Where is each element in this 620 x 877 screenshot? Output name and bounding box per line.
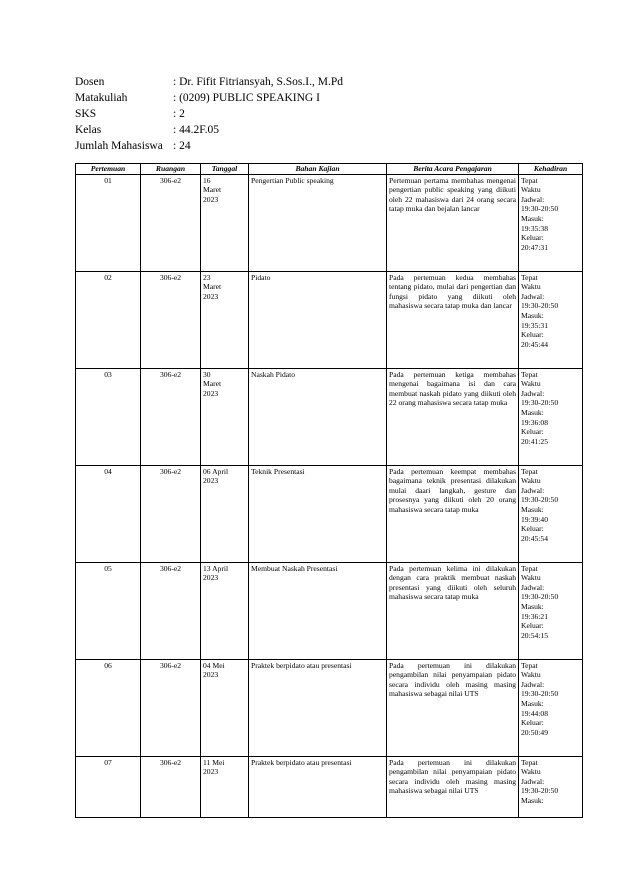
cell-pertemuan: 05 (76, 562, 141, 659)
tanggal-line: 2023 (203, 573, 219, 583)
kehadiran-line: 19:30-20:50 (521, 204, 559, 214)
cell-ruangan: 306-e2 (141, 271, 201, 368)
kehadiran-line: 19:30-20:50 (521, 786, 559, 796)
table-row (76, 756, 583, 817)
cell-berita-acara: Pada pertemuan ini dilakukan pengambilan nilai penyampaian pidato secara individu oleh masing masing mahasiswa sebagai nilai UTS (387, 756, 519, 817)
kehadiran-line: 19:30-20:50 (521, 689, 559, 699)
cell-tanggal (201, 465, 249, 562)
kehadiran-line: Keluar: (521, 330, 544, 340)
cell-ruangan: 306-e2 (141, 368, 201, 465)
kehadiran-line: 19:35:38 (521, 223, 549, 233)
cell-bahan-kajian: Membuat Naskah Presentasi (249, 562, 387, 659)
kehadiran-line: Waktu (521, 476, 541, 486)
kehadiran-line: Tepat (521, 369, 538, 379)
cell-pertemuan: 07 (76, 756, 141, 817)
tanggal-line: 16 (203, 175, 211, 185)
cell-pertemuan: 03 (76, 368, 141, 465)
kehadiran-line: Keluar: (521, 233, 544, 243)
cell-kehadiran (519, 174, 583, 271)
cell-berita-acara: Pertemuan pertama membahas mengenai pengertian public speaking yang diikuti oleh 22 mahasiswa dari 24 orang secara tatap muka dan bejalan lancar (387, 174, 519, 271)
info-row-sks (75, 106, 475, 122)
sks-label: SKS (75, 108, 97, 120)
kelas-label: Kelas (75, 124, 102, 136)
kehadiran-line: Jadwal: (521, 776, 545, 786)
kehadiran-line: Waktu (521, 767, 541, 777)
cell-bahan-kajian: Praktek berpidato atau presentasi (249, 756, 387, 817)
info-row-matakuliah (75, 90, 475, 106)
tanggal-line: 04 Mei (203, 660, 225, 670)
cell-berita-acara: Pada pertemuan ini dilakukan pengambilan nilai penyampaian pidato secara individu oleh masing masing mahasiswa sebagai nilai UTS (387, 659, 519, 756)
kehadiran-line: Keluar: (521, 621, 544, 631)
kehadiran-line: 19:30-20:50 (521, 398, 559, 408)
tanggal-line: Maret (203, 185, 222, 195)
tanggal-line: 2023 (203, 388, 219, 398)
tanggal-line: Maret (203, 282, 222, 292)
kehadiran-line: Tepat (521, 272, 538, 282)
col-header-tanggal: Tanggal (201, 164, 249, 175)
tanggal-line: 11 Mei (203, 757, 225, 767)
kehadiran-line: Masuk: (521, 407, 544, 417)
table-row (76, 659, 583, 756)
kehadiran-line: Jadwal: (521, 388, 545, 398)
kehadiran-line: Waktu (521, 185, 541, 195)
cell-bahan-kajian: Pidato (249, 271, 387, 368)
kehadiran-line: Tepat (521, 175, 538, 185)
tanggal-line: 2023 (203, 767, 219, 777)
tanggal-line: 2023 (203, 670, 219, 680)
kehadiran-line: Waktu (521, 282, 541, 292)
kehadiran-line: Masuk: (521, 601, 544, 611)
tanggal-line: 13 April (203, 563, 229, 573)
sks-value: : 2 (173, 108, 185, 120)
jumlah-label: Jumlah Mahasiswa (75, 140, 163, 152)
tanggal-line: 2023 (203, 194, 219, 204)
cell-bahan-kajian: Naskah Pidato (249, 368, 387, 465)
kehadiran-line: 19:30-20:50 (521, 301, 559, 311)
kehadiran-line: Waktu (521, 573, 541, 583)
cell-pertemuan: 06 (76, 659, 141, 756)
cell-ruangan: 306-e2 (141, 174, 201, 271)
cell-tanggal (201, 271, 249, 368)
cell-pertemuan: 02 (76, 271, 141, 368)
info-row-kelas (75, 122, 475, 138)
cell-ruangan: 306-e2 (141, 465, 201, 562)
kehadiran-line: Masuk: (521, 698, 544, 708)
kehadiran-line: 19:39:40 (521, 514, 549, 524)
kehadiran-line: Tepat (521, 563, 538, 573)
kehadiran-line: 20:41:25 (521, 436, 549, 446)
cell-berita-acara: Pada pertemuan keempat membahas bagaimana teknik presentasi dilakukan mulai daari langkah, gesture dan prosesnya yang diikuti oleh 20 orang mahasiswa secara tatap muka (387, 465, 519, 562)
kehadiran-line: Jadwal: (521, 485, 545, 495)
kehadiran-line: Masuk: (521, 310, 544, 320)
cell-kehadiran (519, 756, 583, 817)
kehadiran-line: Waktu (521, 670, 541, 680)
cell-tanggal (201, 562, 249, 659)
table-row (76, 368, 583, 465)
cell-berita-acara: Pada pertemuan ketiga membahas mengenai bagaimana isi dan cara membuat naskah pidato yang diikuti oleh 22 orang mahasiswa secara tatap muka (387, 368, 519, 465)
kehadiran-line: 20:54:15 (521, 630, 549, 640)
kehadiran-line: 20:47:31 (521, 242, 549, 252)
tanggal-line: 23 (203, 272, 211, 282)
tanggal-line: 2023 (203, 476, 219, 486)
info-row-jumlah (75, 138, 475, 154)
kehadiran-line: 20:50:49 (521, 727, 549, 737)
kehadiran-line: Tepat (521, 660, 538, 670)
cell-pertemuan: 04 (76, 465, 141, 562)
kehadiran-line: Keluar: (521, 524, 544, 534)
kehadiran-line: Tepat (521, 466, 538, 476)
kehadiran-line: Waktu (521, 379, 541, 389)
col-header-ruangan: Ruangan (141, 164, 201, 175)
table-row (76, 271, 583, 368)
jumlah-value: : 24 (173, 140, 191, 152)
kehadiran-line: 19:36:21 (521, 611, 549, 621)
kehadiran-line: Jadwal: (521, 582, 545, 592)
kehadiran-line: Keluar: (521, 718, 544, 728)
kehadiran-line: 19:44:08 (521, 708, 549, 718)
cell-ruangan: 306-e2 (141, 756, 201, 817)
col-header-kehadiran: Kehadiran (519, 164, 583, 175)
kehadiran-line: Masuk: (521, 213, 544, 223)
col-header-bahan-kajian: Bahan Kajian (249, 164, 387, 175)
kelas-value: : 44.2F.05 (173, 124, 220, 136)
kehadiran-line: Masuk: (521, 795, 544, 805)
col-header-berita-acara: Berita Acara Pengajaran (387, 164, 519, 175)
dosen-value: : Dr. Fifit Fitriansyah, S.Sos.I., M.Pd (173, 76, 343, 88)
info-row-dosen (75, 74, 475, 90)
kehadiran-line: Jadwal: (521, 679, 545, 689)
cell-bahan-kajian: Pengertian Public speaking (249, 174, 387, 271)
kehadiran-line: 20:45:44 (521, 339, 549, 349)
kehadiran-line: Masuk: (521, 504, 544, 514)
tanggal-line: 2023 (203, 291, 219, 301)
cell-bahan-kajian: Teknik Presentasi (249, 465, 387, 562)
cell-kehadiran (519, 659, 583, 756)
cell-kehadiran (519, 271, 583, 368)
cell-kehadiran (519, 562, 583, 659)
cell-ruangan: 306-e2 (141, 562, 201, 659)
kehadiran-line: Jadwal: (521, 291, 545, 301)
table-row (76, 562, 583, 659)
attendance-table (75, 163, 583, 818)
cell-tanggal (201, 174, 249, 271)
tanggal-line: Maret (203, 379, 222, 389)
cell-tanggal (201, 659, 249, 756)
table-row (76, 174, 583, 271)
cell-ruangan: 306-e2 (141, 659, 201, 756)
kehadiran-line: Tepat (521, 757, 538, 767)
kehadiran-line: Jadwal: (521, 194, 545, 204)
col-header-pertemuan: Pertemuan (76, 164, 141, 175)
tanggal-line: 06 April (203, 466, 229, 476)
cell-berita-acara: Pada pertemuan kedua membahas tentang pidato, mulai dari pengertian dan fungsi pidato yang diikuti oleh mahasiswa secara tatap muka dan lancar (387, 271, 519, 368)
cell-tanggal (201, 368, 249, 465)
kehadiran-line: 19:36:08 (521, 417, 549, 427)
cell-tanggal (201, 756, 249, 817)
cell-kehadiran (519, 465, 583, 562)
kehadiran-line: 19:35:31 (521, 320, 549, 330)
dosen-label: Dosen (75, 76, 105, 88)
table-header-row (76, 164, 583, 175)
kehadiran-line: 19:30-20:50 (521, 592, 559, 602)
course-info (75, 74, 475, 154)
matakuliah-label: Matakuliah (75, 92, 128, 104)
cell-berita-acara: Pada pertemuan kelima ini dilakukan dengan cara praktik membuat naskah presentasi yang diikuti oleh seluruh mahasiswa secara tatap muka (387, 562, 519, 659)
table-row (76, 465, 583, 562)
tanggal-line: 30 (203, 369, 211, 379)
kehadiran-line: Keluar: (521, 427, 544, 437)
cell-bahan-kajian: Praktek berpidato atau presentasi (249, 659, 387, 756)
cell-pertemuan: 01 (76, 174, 141, 271)
matakuliah-value: : (0209) PUBLIC SPEAKING I (173, 92, 320, 104)
kehadiran-line: 20:45:54 (521, 533, 549, 543)
cell-kehadiran (519, 368, 583, 465)
kehadiran-line: 19:30-20:50 (521, 495, 559, 505)
